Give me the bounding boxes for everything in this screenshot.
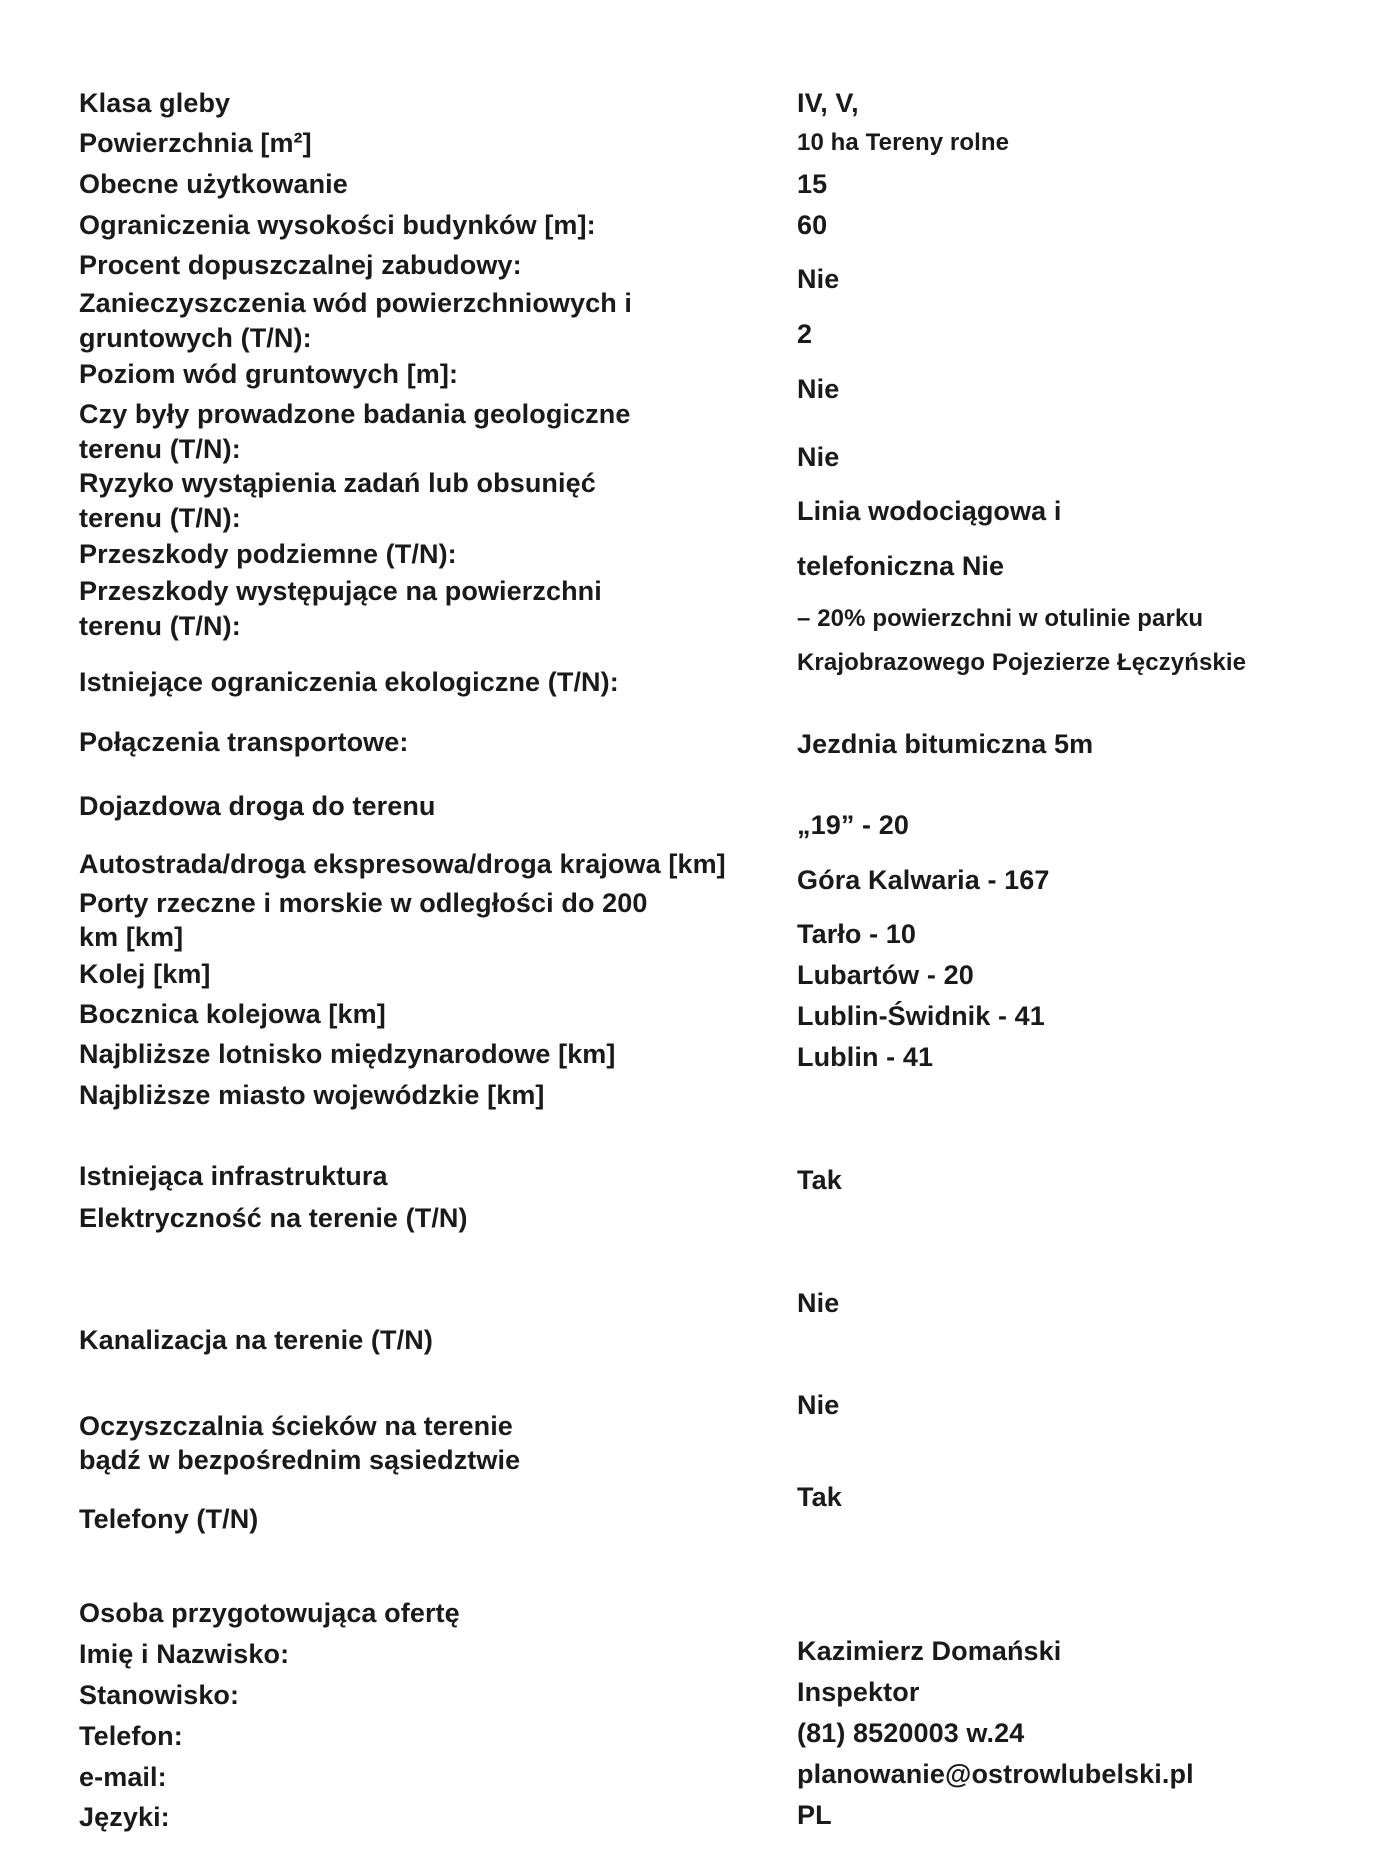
- value-jezdnia: Jezdnia bitumiczna 5m: [797, 729, 1094, 759]
- label-obecne-uzytkowanie: Obecne użytkowanie: [79, 169, 348, 199]
- label-telefon: Telefon:: [79, 1721, 183, 1751]
- value-nie-2: Nie: [797, 374, 840, 404]
- label-przeszkody-podziemne: Przeszkody podziemne (T/N):: [79, 539, 457, 569]
- label-telefony: Telefony (T/N): [79, 1504, 259, 1534]
- value-jezyki: PL: [797, 1800, 832, 1830]
- label-polaczenia-transportowe: Połączenia transportowe:: [79, 727, 409, 757]
- label-email: e-mail:: [79, 1762, 167, 1792]
- label-ograniczenia-ekologiczne: Istniejące ograniczenia ekologiczne (T/N):: [79, 667, 619, 697]
- value-tereny-rolne: 10 ha Tereny rolne: [797, 129, 1010, 156]
- label-przeszkody-powierzchnia-cont: terenu (T/N):: [79, 611, 241, 641]
- label-kolej: Kolej [km]: [79, 959, 211, 989]
- label-elektrycznosc: Elektryczność na terenie (T/N): [79, 1203, 468, 1233]
- label-ryzyko: Ryzyko wystąpienia zadań lub obsunięć: [79, 468, 596, 498]
- label-kanalizacja: Kanalizacja na terenie (T/N): [79, 1325, 433, 1355]
- label-zanieczyszczenia-cont: gruntowych (T/N):: [79, 323, 312, 353]
- label-ograniczenia-wysokosci: Ograniczenia wysokości budynków [m]:: [79, 210, 596, 240]
- label-imie-nazwisko: Imię i Nazwisko:: [79, 1639, 290, 1669]
- label-oczyszczalnia-cont: bądź w bezpośrednim sąsiedztwie: [79, 1445, 521, 1475]
- value-oczyszczalnia-nie: Nie: [797, 1390, 840, 1420]
- label-oczyszczalnia: Oczyszczalnia ścieków na terenie: [79, 1411, 513, 1441]
- value-klasa-gleby: IV, V,: [797, 88, 859, 118]
- label-stanowisko: Stanowisko:: [79, 1680, 240, 1710]
- label-porty: Porty rzeczne i morskie w odległości do 200: [79, 888, 648, 918]
- value-email: planowanie@ostrowlubelski.pl: [797, 1759, 1194, 1789]
- label-porty-cont: km [km]: [79, 922, 184, 952]
- value-telefon: (81) 8520003 w.24: [797, 1718, 1025, 1748]
- label-ryzyko-cont: terenu (T/N):: [79, 503, 241, 533]
- label-bocznica: Bocznica kolejowa [km]: [79, 999, 386, 1029]
- label-lotnisko: Najbliższe lotnisko międzynarodowe [km]: [79, 1039, 616, 1069]
- label-badania-geologiczne-cont: terenu (T/N):: [79, 434, 241, 464]
- label-osoba-przygotowujaca: Osoba przygotowująca ofertę: [79, 1598, 460, 1628]
- value-60: 60: [797, 210, 828, 240]
- value-imie-nazwisko: Kazimierz Domański: [797, 1636, 1062, 1666]
- value-2: 2: [797, 319, 813, 349]
- value-lublin-swidnik: Lublin-Świdnik - 41: [797, 1001, 1045, 1031]
- label-przeszkody-powierzchnia: Przeszkody występujące na powierzchni: [79, 576, 602, 606]
- label-poziom-wod: Poziom wód gruntowych [m]:: [79, 359, 459, 389]
- value-nie-3: Nie: [797, 442, 840, 472]
- value-otulina: – 20% powierzchni w otulinie parku: [797, 605, 1204, 632]
- label-klasa-gleby: Klasa gleby: [79, 88, 231, 118]
- value-kanalizacja-nie: Nie: [797, 1288, 840, 1318]
- value-nie-1: Nie: [797, 264, 840, 294]
- value-elektrycznosc-tak: Tak: [797, 1165, 842, 1195]
- label-autostrada: Autostrada/droga ekspresowa/droga krajowa [km]: [79, 849, 726, 879]
- value-lublin: Lublin - 41: [797, 1042, 934, 1072]
- label-miasto-wojewodzkie: Najbliższe miasto wojewódzkie [km]: [79, 1080, 545, 1110]
- value-tarlo: Tarło - 10: [797, 919, 917, 949]
- value-telefoniczna: telefoniczna Nie: [797, 551, 1005, 581]
- value-lubartow: Lubartów - 20: [797, 960, 974, 990]
- label-powierzchnia: Powierzchnia [m²]: [79, 128, 312, 158]
- value-stanowisko: Inspektor: [797, 1677, 920, 1707]
- label-zanieczyszczenia: Zanieczyszczenia wód powierzchniowych i: [79, 288, 633, 318]
- label-badania-geologiczne: Czy były prowadzone badania geologiczne: [79, 399, 631, 429]
- label-dojazdowa-droga: Dojazdowa droga do terenu: [79, 791, 436, 821]
- label-jezyki: Języki:: [79, 1802, 170, 1832]
- value-gora-kalwaria: Góra Kalwaria - 167: [797, 865, 1050, 895]
- value-telefony-tak: Tak: [797, 1482, 842, 1512]
- value-15: 15: [797, 169, 828, 199]
- label-procent-zabudowy: Procent dopuszczalnej zabudowy:: [79, 250, 522, 280]
- value-otulina-cont: Krajobrazowego Pojezierze Łęczyńskie: [797, 649, 1247, 676]
- value-droga-19: „19” - 20: [797, 810, 909, 840]
- label-istniejaca-infrastruktura: Istniejąca infrastruktura: [79, 1161, 388, 1191]
- value-linia-wodociagowa: Linia wodociągowa i: [797, 496, 1062, 526]
